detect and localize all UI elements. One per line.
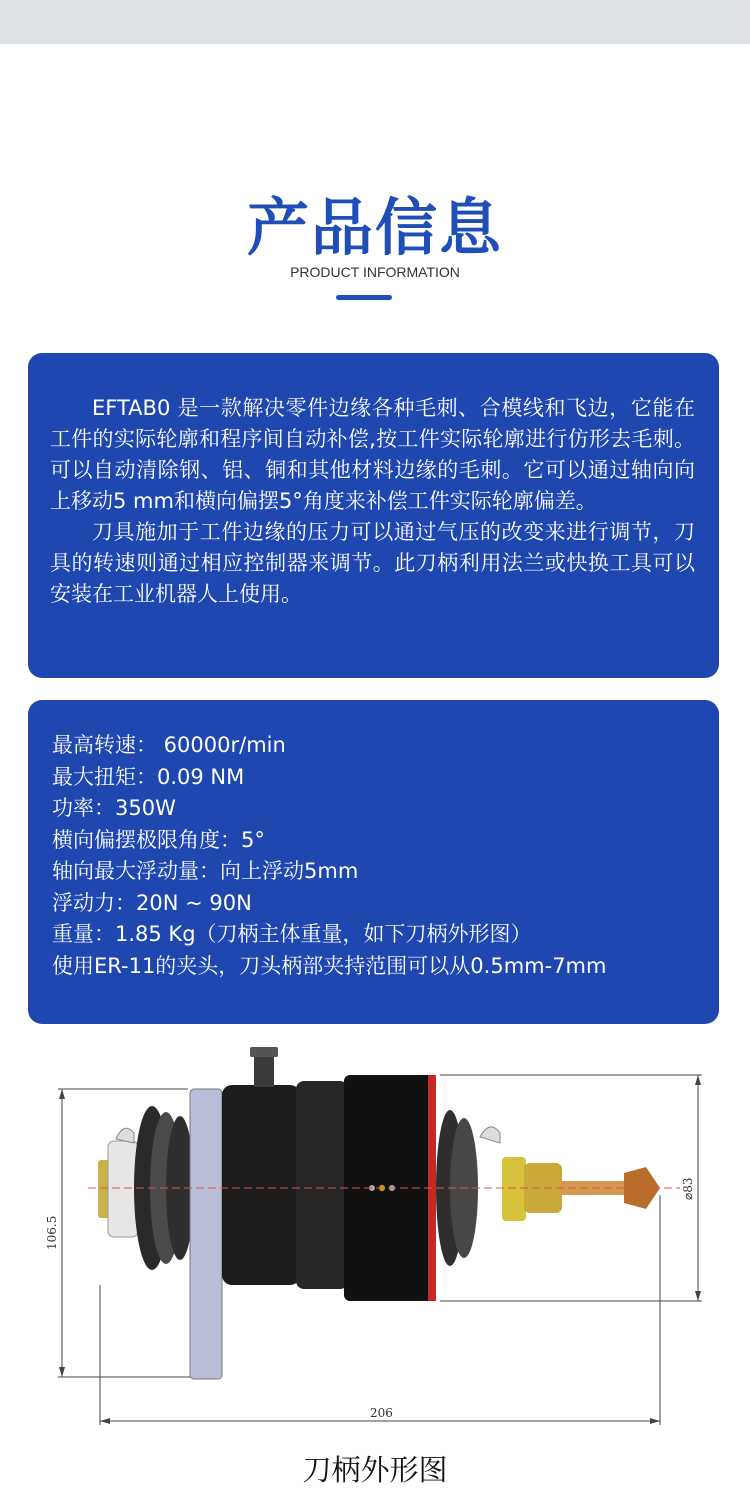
description-paragraph-1: EFTAB0 是一款解决零件边缘各种毛刺、合模线和飞边，它能在工件的实际轮廓和程序间自动补偿,按工件实际轮廓进行仿形去毛刺。可以自动清除钢、铝、铜和其他材料边缘的毛刺。它可以通过轴向向上移动5 mm和横向偏摆5°角度来补偿工件实际轮廓偏差。 [50,396,695,513]
spec-swing-angle: 横向偏摆极限角度：5° [52,827,265,852]
dim-length-label: 206 [370,1406,393,1420]
dim-height-label: 106.5 [45,1215,59,1250]
top-bar [0,0,750,44]
tool-holder-drawing [40,1045,720,1445]
page-subtitle: PRODUCT INFORMATION [290,264,460,280]
spec-collet: 使用ER-11的夹头，刀头柄部夹持范围可以从0.5mm-7mm [52,953,607,978]
collet-nut [502,1157,562,1221]
drawing-caption: 刀柄外形图 [302,1453,448,1487]
spec-float-force: 浮动力：20N ~ 90N [52,890,252,915]
title-underline [336,295,392,300]
spec-max-speed: 最高转速： 60000r/min [52,733,286,757]
description-card [28,353,719,678]
main-body [222,1047,436,1301]
mounting-flange [190,1089,222,1379]
spec-weight: 重量：1.85 Kg（刀柄主体重量，如下刀柄外形图） [52,922,532,946]
description-paragraph-2: 刀具施加于工件边缘的压力可以通过气压的改变来进行调节，刀具的转速则通过相应控制器来调节。此刀柄利用法兰或快换工具可以安装在工业机器人上使用。 [50,520,695,606]
specs-card [28,700,719,1024]
rear-end-cap [98,1128,138,1237]
dim-diameter-label: ⌀83 [681,1177,695,1200]
spec-axial-float: 轴向最大浮动量：向上浮动5mm [52,859,359,883]
spec-max-torque: 最大扭矩：0.09 NM [52,764,245,789]
spec-power: 功率：350W [52,796,176,820]
page-title: 产品信息 [246,191,503,264]
